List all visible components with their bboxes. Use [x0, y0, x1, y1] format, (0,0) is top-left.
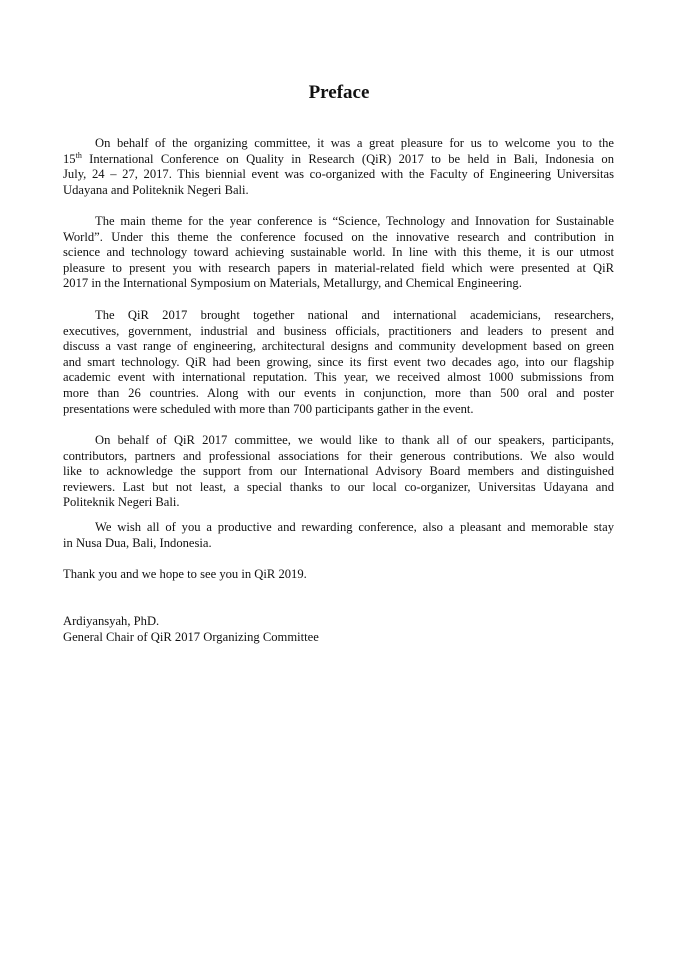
text-line: presentations were scheduled with more than 700 participants gather in the event. [63, 401, 474, 416]
text-line: pleasure to present you with research papers in material-related field which were presented at QiR [63, 260, 614, 275]
page-title: Preface [308, 82, 370, 103]
text-fragment: International Conference on Quality in Research (QiR) 2017 to be held in Bali, Indonesia on [81, 151, 614, 166]
text-line: and smart technology. QiR had been growing, since its first event two decades ago, into our flagship [63, 354, 614, 369]
text-line: Thank you and we hope to see you in QiR 2019. [63, 567, 307, 581]
paragraph-thanks [63, 433, 614, 511]
paragraph-welcome [63, 136, 614, 198]
superscript: th [75, 150, 82, 160]
closing-line [63, 567, 614, 583]
text-line: executives, government, industrial and business officials, practitioners and leaders to present and [63, 323, 614, 338]
text-line: discuss a vast range of engineering, architectural designs and community development based on green [63, 339, 614, 354]
text-line: The QiR 2017 brought together national and international academicians, researchers, [95, 308, 614, 322]
text-line: science and technology toward achieving sustainable world. In line with this theme, it is our utmost [63, 245, 614, 260]
text-line [63, 152, 614, 168]
text-line: like to acknowledge the support from our International Advisory Board members and distinguished [63, 464, 614, 479]
paragraph-overview [63, 308, 614, 417]
text-line: contributors, partners and professional associations for their generous contributions. We also would [63, 448, 614, 463]
text-line: academic event with international reputation. This year, we received almost 1000 submissions from [63, 370, 614, 385]
text-line: The main theme for the year conference is “Science, Technology and Innovation for Sustainable [95, 214, 614, 228]
text-line: On behalf of the organizing committee, it was a great pleasure for us to welcome you to the [95, 136, 614, 150]
text-line: Udayana and Politeknik Negeri Bali. [63, 182, 249, 197]
text-line: reviewers. Last but not least, a special thanks to our local co-organizer, Universitas Udayana and [63, 479, 614, 494]
text-line: Politeknik Negeri Bali. [63, 495, 180, 510]
signature-role: General Chair of QiR 2017 Organizing Committee [63, 629, 319, 644]
text-line: in Nusa Dua, Bali, Indonesia. [63, 535, 212, 550]
text-line: On behalf of QiR 2017 committee, we would like to thank all of our speakers, participants, [95, 433, 614, 447]
text-line: We wish all of you a productive and rewarding conference, also a pleasant and memorable stay [95, 520, 614, 534]
text-line: more than 26 countries. Along with our events in conjunction, more than 500 oral and poster [63, 385, 614, 400]
paragraph-wishes [63, 520, 614, 551]
text-line: World”. Under this theme the conference focused on the innovative research and contribution in [63, 229, 614, 244]
text-fragment: 15 [63, 151, 76, 166]
signature-name: Ardiyansyah, PhD. [63, 614, 160, 628]
signature-block [63, 614, 614, 645]
text-line: July, 24 – 27, 2017. This biennial event was co-organized with the Faculty of Engineering Universitas [63, 167, 614, 182]
text-line: 2017 in the International Symposium on Materials, Metallurgy, and Chemical Engineering. [63, 276, 522, 291]
paragraph-theme [63, 214, 614, 292]
